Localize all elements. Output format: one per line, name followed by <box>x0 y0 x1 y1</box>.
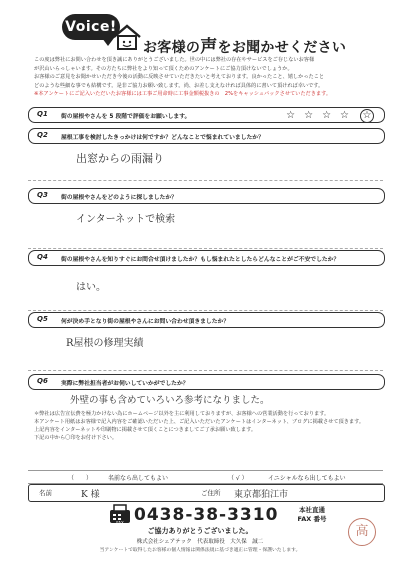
company-name: 株式会社シェアテック 代表取締役 大久保 誠二 <box>136 539 264 545</box>
name-field[interactable]: K 様 <box>81 490 100 500</box>
question-q4: Q4 街の屋根やさんを知りすぐにお問合せ頂けましたか？もし悩まれたとしたらどんなことがご不安でしたか？ <box>28 250 385 266</box>
answer-q6[interactable]: 外壁の事も含めていろいろ参考になりました。 <box>70 395 270 406</box>
customer-info-row: 名前 K 様 ご住所 東京都狛江市 <box>28 484 385 502</box>
answer-q4[interactable]: はい。 <box>28 266 383 311</box>
footer-notes: ＊弊社は広告宣伝費を極力かけない為にホームページ以外を主に利用しておりますが、お客様への営業活動を行っております。 本アンケート用紙はお客様で記入内容をご確認いただいた上、ご記入いただいたアンケートはインターネット、ブログに掲載させて頂きます。 上記内容をインターネットや印刷物に掲載させて頂くことにつきましてご了承お願い致します。 下記の中から〇印をお付け下さい。 <box>34 411 365 441</box>
star-3[interactable]: ☆ <box>322 110 341 121</box>
rating-stars[interactable] <box>286 109 374 123</box>
company-seal: 高 <box>348 518 376 546</box>
answer-q3[interactable]: インターネットで検索 <box>28 204 383 249</box>
fax-icon <box>108 502 132 526</box>
consent-row: （ ） 名前なら出してもよい （ √ ） イニシャルなら出してもよい <box>28 470 383 484</box>
page-title: お客様の声をお聞かせください <box>143 37 347 57</box>
star-2[interactable]: ☆ <box>304 110 323 121</box>
house-icon <box>112 23 142 51</box>
star-4[interactable]: ☆ <box>340 110 358 121</box>
question-q5: Q5 何が決め手となり街の屋根やさんにお問い合わせ頂きましたか？ <box>28 312 385 328</box>
address-field[interactable]: 東京都狛江市 <box>234 490 289 500</box>
star-1[interactable]: ☆ <box>286 110 305 121</box>
star-5-selected[interactable]: ☆ <box>360 109 374 123</box>
question-q1: Q1 街の屋根やさんを 5 段階で評価をお願いします。 ☆☆☆☆ ☆ <box>28 107 385 123</box>
thanks-message: ご協力ありがとうございました。 <box>147 527 253 535</box>
consent-initial-checkbox[interactable]: （ √ ） <box>228 475 248 482</box>
fax-number: 0438-38-3310 <box>134 505 279 525</box>
privacy-note: 当アンケートで取得したお客様の個人情報は関係法規に基づき適正に管理・保護いたします。 <box>99 548 301 553</box>
question-q6: Q6 実際に弊社担当者がお伺いしていかがでしたか？ <box>28 374 385 390</box>
answer-q2[interactable]: 出窓からの雨漏り <box>28 144 383 181</box>
voice-badge: Voice! <box>62 14 120 40</box>
fax-label: 本社直通 FAX 番号 <box>297 506 327 523</box>
question-q3: Q3 街の屋根やさんをどのように探しましたか？ <box>28 188 385 204</box>
consent-name-checkbox[interactable]: （ ） <box>68 475 93 482</box>
answer-q5[interactable]: R屋根の修理実績 <box>28 328 383 371</box>
question-q2: Q2 屋根工事を検討したきっかけは何ですか？どんなことで悩まれていましたか？ <box>28 128 385 144</box>
intro-text: この度は弊社にお問い合わせを頂き誠にありがとうございました。世の中には弊社の存在やサービスをご存じないお客様 が沢山いらっしゃいます。その方たちに弊社をより知って頂くためのアンケートにご協力頂けないでしょうか。 お客様のご意見をお聞かせいただき今後の活動に反映させていただきたいと考えております。良かったこと、嬉しかったこと どのような些細な事でも結構です。是非ご協力お願い致します。尚、お差し支えなければ具体的に書いて頂ければ幸いです。 ※本アンケートにご記入いただいたお客様には工事ご用命時に工事金額税抜きの 2%をキャッシュバックさせていただきます。 <box>34 56 384 99</box>
svg-text:FAX: FAX <box>116 520 124 526</box>
cashback-note: ※本アンケートにご記入いただいたお客様には工事ご用命時に工事金額税抜きの 2%をキャッシュバックさせていただきます。 <box>34 91 332 98</box>
